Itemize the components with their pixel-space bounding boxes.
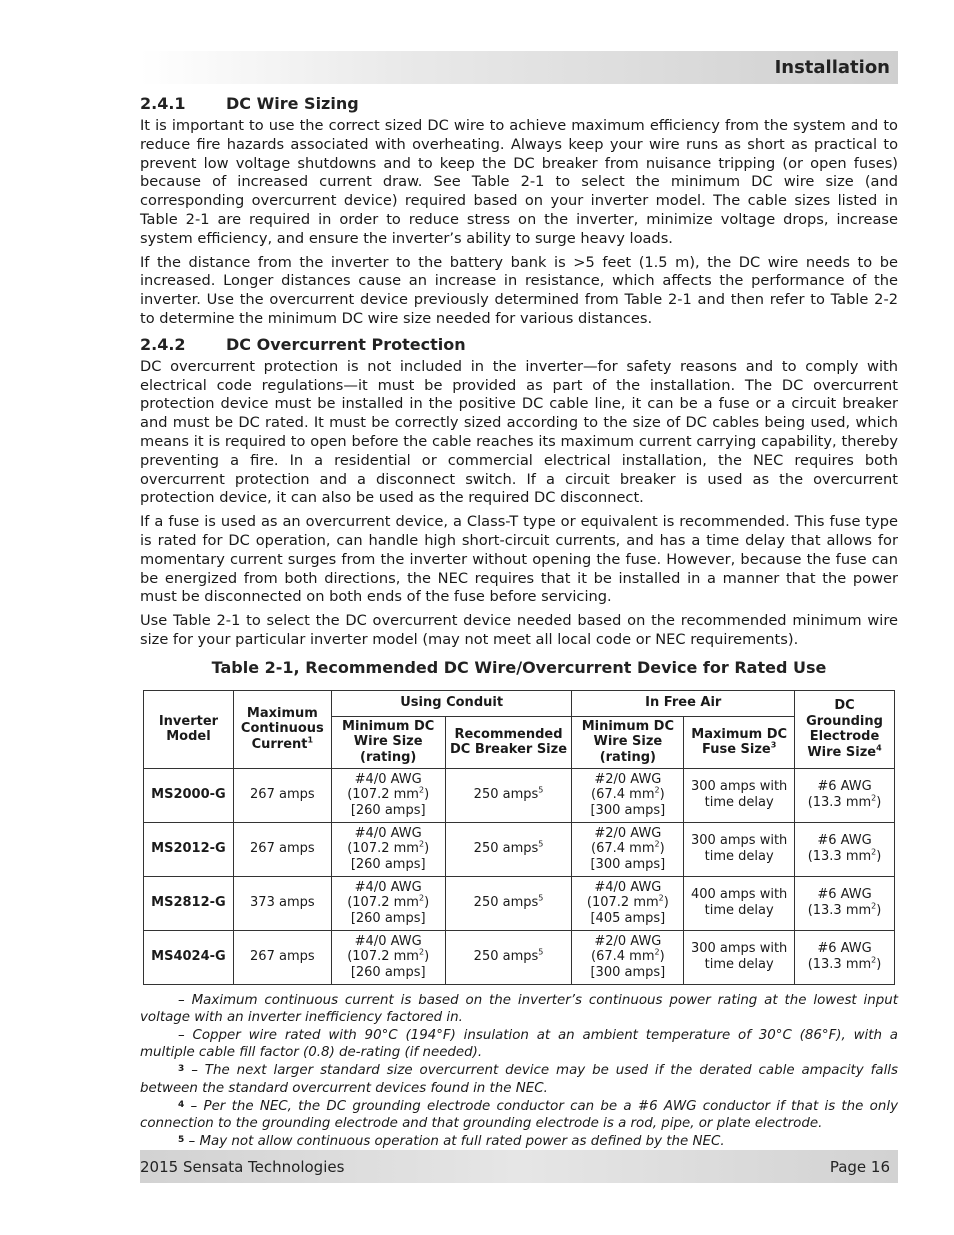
footnote: – Copper wire rated with 90°C (194°F) insulation at an ambient temperature of 30°C (86°F), with a multiple cable fill factor (0.8) de-rating (if needed). xyxy=(140,1027,898,1061)
cell-fuse: 300 amps with time delay xyxy=(684,930,795,984)
paragraph: DC overcurrent protection is not included in the inverter—for safety reasons and to comply with electrical code regulations—it must be provided as part of the installation. The DC overcurrent protection device must be installed in the positive DC cable line, it can be a fuse or a circuit breaker and must be DC rated. It must be correctly sized according to the size of DC cables being used, which means it is required to open before the cable reaches its maximum current carrying capability, thereby preventing a fire. In a residential or commercial electrical installation, the NEC requires both overcurrent protection and a disconnect switch. If a circuit breaker is used as the overcurrent protection device, it can also be used as the required DC disconnect. xyxy=(140,357,898,507)
cell-breaker: 250 amps$^5$ xyxy=(445,876,572,930)
header-min-wire-conduit: Minimum DC Wire Size (rating) xyxy=(331,716,445,768)
section-title: DC Wire Sizing xyxy=(226,94,359,113)
page-section-title: Installation xyxy=(774,57,890,78)
cell-air-wire: #4/0 AWG (107.2 $mm^2$) [405 amps] xyxy=(572,876,684,930)
section-number: 2.4.1 xyxy=(140,94,186,113)
cell-breaker: 250 amps$^5$ xyxy=(445,930,572,984)
section-heading-overcurrent xyxy=(140,335,898,354)
cell-fuse: 300 amps with time delay xyxy=(684,822,795,876)
header-in-free-air: In Free Air xyxy=(572,690,795,716)
footnote: – Maximum continuous current is based on the inverter’s continuous power rating at the lowest input voltage with an inverter inefficiency factored in. xyxy=(140,992,898,1025)
cell-ground: #6 AWG (13.3 $mm^2$) xyxy=(795,768,895,822)
table-row xyxy=(144,822,895,876)
section-number: 2.4.2 xyxy=(140,334,186,354)
footnote: $^4$ – Per the NEC, the DC grounding electrode conductor can be a #6 AWG conductor if that is the only connection to the grounding electrode and that grounding electrode is a rod, pipe, or plate electrode. xyxy=(140,1098,898,1131)
footnote: $^5$ – May not allow continuous operation at full rated power as defined by the NEC. xyxy=(178,1134,725,1150)
cell-model: MS2012-G xyxy=(144,822,234,876)
cell-fuse: 300 amps with time delay xyxy=(684,768,795,822)
cell-air-wire: #2/0 AWG (67.4 $mm^2$) [300 amps] xyxy=(572,768,684,822)
footer-copyright: 2015 Sensata Technologies xyxy=(140,1158,345,1176)
table-caption: Table 2-1, Recommended DC Wire/Overcurrent Device for Rated Use xyxy=(211,657,827,677)
cell-model: MS4024-G xyxy=(144,930,234,984)
cell-current: 267 amps xyxy=(233,930,331,984)
table-row xyxy=(144,930,895,984)
header-using-conduit: Using Conduit xyxy=(331,690,572,716)
section-title: DC Overcurrent Protection xyxy=(226,334,466,354)
cell-breaker: 250 amps$^5$ xyxy=(445,822,572,876)
cell-model: MS2812-G xyxy=(144,876,234,930)
table-row xyxy=(144,876,895,930)
cell-ground: #6 AWG (13.3 $mm^2$) xyxy=(795,930,895,984)
cell-current: 267 amps xyxy=(233,822,331,876)
section-heading-wire-sizing xyxy=(140,94,898,113)
header-dc-grounding: DC Grounding Electrode Wire Size$^4$ xyxy=(795,690,895,768)
paragraph: If a fuse is used as an overcurrent device, a Class-T type or equivalent is recommended. This fuse type is rated for DC operation, can handle high short-circuit currents, and has a time delay that allows for momentary current surges from the inverter without opening the fuse. However, because the fuse can be energized from both directions, the NEC requires that it be installed in a manner that the power must be disconnected on both ends of the fuse before servicing. xyxy=(140,513,898,606)
paragraph: Use Table 2-1 to select the DC overcurrent device needed based on the recommended minimum wire size for your particular inverter model (may not meet all local code or NEC requirements). xyxy=(140,612,898,648)
cell-breaker: 250 amps$^5$ xyxy=(445,768,572,822)
footnotes xyxy=(140,991,898,1151)
cell-fuse: 400 amps with time delay xyxy=(684,876,795,930)
cell-air-wire: #2/0 AWG (67.4 $mm^2$) [300 amps] xyxy=(572,822,684,876)
header-max-fuse: Maximum DC Fuse Size$^3$ xyxy=(684,716,795,768)
cell-conduit-wire: #4/0 AWG (107.2 $mm^2$) [260 amps] xyxy=(331,768,445,822)
cell-conduit-wire: #4/0 AWG (107.2 $mm^2$) [260 amps] xyxy=(331,822,445,876)
header-bar xyxy=(140,51,898,84)
cell-current: 373 amps xyxy=(233,876,331,930)
header-min-wire-air: Minimum DC Wire Size (rating) xyxy=(572,716,684,768)
footer-bar xyxy=(140,1150,898,1183)
header-rec-breaker: Recommended DC Breaker Size xyxy=(445,716,572,768)
cell-air-wire: #2/0 AWG (67.4 $mm^2$) [300 amps] xyxy=(572,930,684,984)
paragraph: If the distance from the inverter to the battery bank is >5 feet (1.5 m), the DC wire needs to be increased. Longer distances cause an increase in resistance, which affects the performance of the inverter. Use the overcurrent device previously determined from Table 2-1 and then refer to Table 2-2 to determine the minimum DC wire size needed for various distances. xyxy=(140,253,898,327)
page-content xyxy=(140,94,898,1150)
footnote: $^3$ – The next larger standard size overcurrent device may be used if the derated cable ampacity falls between the standard overcurrent devices found in the NEC. xyxy=(140,1063,898,1096)
wire-size-table xyxy=(143,690,895,985)
page-number: Page 16 xyxy=(829,1158,890,1176)
cell-model: MS2000-G xyxy=(144,768,234,822)
header-inverter-model: Inverter Model xyxy=(144,690,234,768)
table-row xyxy=(144,768,895,822)
header-max-current: Maximum Continuous Current$^1$ xyxy=(233,690,331,768)
cell-ground: #6 AWG (13.3 $mm^2$) xyxy=(795,822,895,876)
cell-ground: #6 AWG (13.3 $mm^2$) xyxy=(795,876,895,930)
cell-current: 267 amps xyxy=(233,768,331,822)
cell-conduit-wire: #4/0 AWG (107.2 $mm^2$) [260 amps] xyxy=(331,930,445,984)
cell-conduit-wire: #4/0 AWG (107.2 $mm^2$) [260 amps] xyxy=(331,876,445,930)
paragraph: It is important to use the correct sized DC wire to achieve maximum efficiency from the system and to reduce fire hazards associated with overheating. Always keep your wire runs as short as practical to prevent low voltage shutdowns and to keep the DC breaker from nuisance tripping (or open fuses) because of increased current draw. See Table 2-1 to select the minimum DC wire size (and corresponding overcurrent device) required based on your inverter model. The cable sizes listed in Table 2-1 are required in order to reduce stress on the inverter, minimize voltage drops, increase system efficiency, and ensure the inverter’s ability to surge heavy loads. xyxy=(140,117,898,247)
